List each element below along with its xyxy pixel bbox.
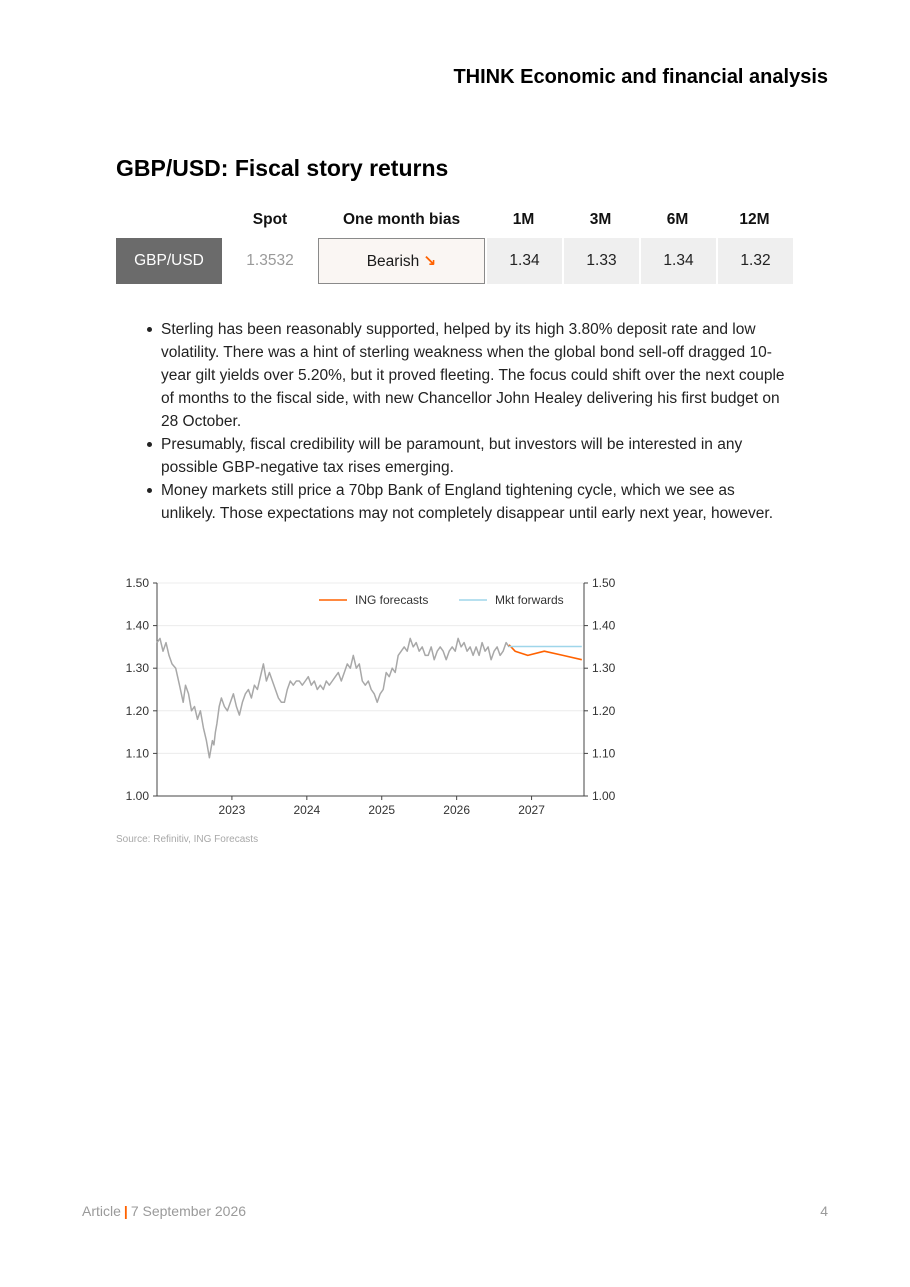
forecast-12m: 1.32: [716, 238, 793, 284]
series-line-0: [157, 638, 509, 757]
header-6m: 6M: [666, 211, 689, 228]
y-tick-label-right: 1.30: [592, 661, 616, 676]
forecast-3m: 1.33: [562, 238, 639, 284]
header-blank: [116, 202, 222, 238]
header-bias: One month bias: [342, 211, 461, 228]
footer-article: [82, 1203, 246, 1219]
footer-separator: |: [123, 1203, 128, 1219]
list-item: Presumably, fiscal credibility will be paramount, but investors will be interested in any possible GBP-negative tax rises emerging.: [161, 433, 791, 479]
legend-label: Mkt forwards: [495, 593, 564, 607]
chart-source: Source: Refinitiv, ING Forecasts: [116, 834, 259, 845]
y-tick-label-left: 1.40: [125, 618, 149, 633]
footer-date: 7 September 2026: [130, 1203, 247, 1219]
gbpusd-chart: [114, 570, 634, 820]
table-row: [116, 238, 793, 284]
forecast-1m: 1.34: [485, 238, 562, 284]
y-tick-label-left: 1.10: [125, 746, 149, 761]
legend-label: ING forecasts: [355, 593, 429, 607]
header-3m: 3M: [589, 211, 612, 228]
y-tick-label-right: 1.00: [592, 789, 616, 803]
header-spot: Spot: [252, 211, 288, 228]
x-tick-label: 2026: [443, 803, 471, 817]
bullet-list: [161, 318, 791, 525]
spot-value: 1.3532: [222, 238, 318, 284]
arrow-down-right-icon: ↘: [423, 252, 437, 270]
forecast-6m: 1.34: [639, 238, 716, 284]
header-1m: 1M: [512, 211, 535, 228]
y-tick-label-left: 1.20: [125, 703, 149, 718]
y-tick-label-left: 1.50: [125, 576, 149, 590]
y-tick-label-right: 1.40: [592, 618, 616, 633]
footer-label: Article: [82, 1203, 121, 1219]
bias-label: Bearish: [366, 252, 420, 270]
x-tick-label: 2027: [518, 803, 545, 817]
x-tick-label: 2025: [368, 803, 396, 817]
page-number: 4: [820, 1203, 828, 1219]
bias-cell: [318, 238, 485, 284]
y-tick-label-left: 1.30: [125, 661, 149, 676]
x-tick-label: 2024: [293, 803, 321, 817]
y-tick-label-right: 1.10: [592, 746, 616, 761]
y-tick-label-left: 1.00: [125, 789, 149, 803]
header-12m: 12M: [739, 211, 770, 228]
y-tick-label-right: 1.50: [592, 576, 616, 590]
x-tick-label: 2023: [218, 803, 246, 817]
chart-svg: [114, 570, 634, 820]
y-tick-label-right: 1.20: [592, 703, 616, 718]
forecast-table: [116, 202, 793, 284]
pair-label: GBP/USD: [116, 238, 222, 284]
section-title: GBP/USD: Fiscal story returns: [116, 155, 449, 181]
list-item: Money markets still price a 70bp Bank of England tightening cycle, which we see as unlikely. Those expectations may not completely disappear until early next year, however.: [161, 479, 791, 525]
page-header: THINK Economic and financial analysis: [453, 66, 828, 88]
list-item: Sterling has been reasonably supported, helped by its high 3.80% deposit rate and low volatility. There was a hint of sterling weakness when the global bond sell-off dragged 10-year gilt yields over 5.20%, but it proved fleeting. The focus could shift over the next couple of months to the fiscal side, with new Chancellor John Healey delivering his first budget on 28 October.: [161, 318, 791, 433]
table-header-row: [116, 202, 793, 238]
